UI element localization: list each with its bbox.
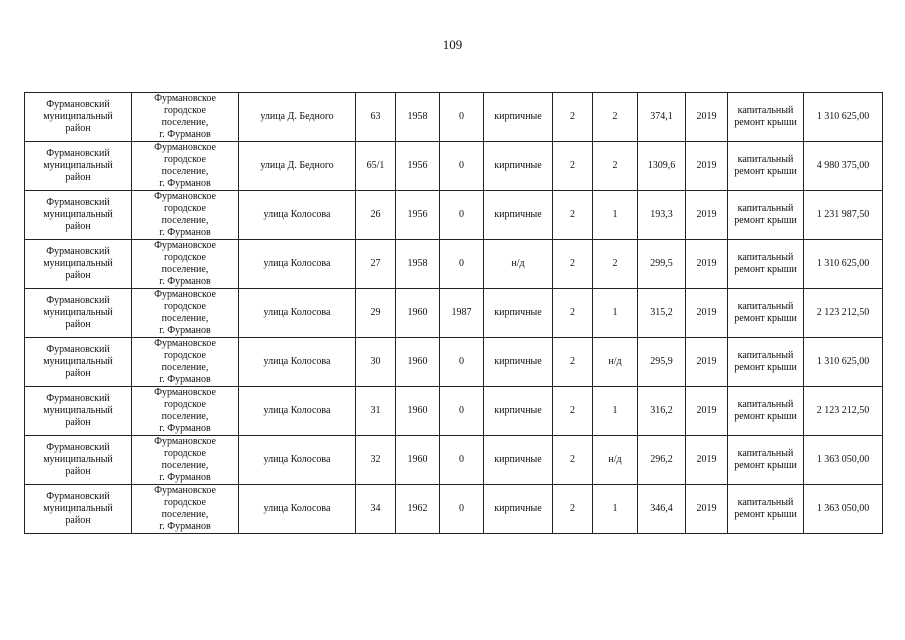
area-cell: 1309,6 [638,142,686,191]
work-type-cell [728,338,804,387]
entrances-cell: 1 [593,485,638,534]
street-cell: улица Колосова [239,240,356,289]
settlement-line: г. Фурманов [159,423,211,434]
street-cell: улица Колосова [239,436,356,485]
work-type-line: капитальный [737,252,794,263]
year-built-cell: 1960 [396,387,440,436]
street-cell: улица Д. Бедного [239,142,356,191]
wall-material-cell: кирпичные [484,289,553,338]
work-type-line: капитальный [737,301,794,312]
table-row [25,387,883,436]
year-overhaul-cell: 0 [440,191,484,240]
area-cell: 296,2 [638,436,686,485]
floors-cell: 2 [553,289,593,338]
work-type-line: ремонт крыши [734,460,797,471]
settlement-line: г. Фурманов [159,521,211,532]
settlement-line: г. Фурманов [159,374,211,385]
table-row [25,338,883,387]
settlement-line: Фурмановское [154,289,216,300]
settlement-line: г. Фурманов [159,325,211,336]
work-type-cell [728,436,804,485]
district-line: муниципальный [43,454,113,465]
district-line: район [65,123,91,134]
district-cell [25,436,132,485]
settlement-line: городское [163,154,206,165]
floors-cell: 2 [553,142,593,191]
work-type-line: ремонт крыши [734,264,797,275]
settlement-line: г. Фурманов [159,129,211,140]
street-cell: улица Колосова [239,289,356,338]
work-type-line: ремонт крыши [734,117,797,128]
house-number-cell: 32 [356,436,396,485]
settlement-line: Фурмановское [154,436,216,447]
settlement-cell [132,387,239,436]
work-type-line: ремонт крыши [734,215,797,226]
settlement-line: поселение, [161,362,209,373]
entrances-cell: н/д [593,338,638,387]
year-overhaul-cell: 0 [440,240,484,289]
house-number-cell: 65/1 [356,142,396,191]
entrances-cell: 2 [593,240,638,289]
settlement-line: поселение, [161,509,209,520]
district-line: муниципальный [43,258,113,269]
district-line: район [65,368,91,379]
area-cell: 346,4 [638,485,686,534]
settlement-line: городское [163,105,206,116]
work-type-cell [728,142,804,191]
district-line: район [65,319,91,330]
house-number-cell: 27 [356,240,396,289]
year-built-cell: 1956 [396,191,440,240]
housing-repair-table [24,92,883,534]
district-line: Фурмановский [46,491,110,502]
year-built-cell: 1958 [396,240,440,289]
work-type-line: капитальный [737,154,794,165]
work-type-line: капитальный [737,105,794,116]
settlement-line: городское [163,497,206,508]
district-line: муниципальный [43,209,113,220]
settlement-line: г. Фурманов [159,227,211,238]
year-built-cell: 1956 [396,142,440,191]
wall-material-cell: н/д [484,240,553,289]
settlement-cell [132,485,239,534]
district-line: Фурмановский [46,344,110,355]
settlement-line: поселение, [161,215,209,226]
settlement-cell [132,289,239,338]
plan-year-cell: 2019 [686,191,728,240]
year-overhaul-cell: 0 [440,142,484,191]
settlement-line: поселение, [161,411,209,422]
year-overhaul-cell: 1987 [440,289,484,338]
work-type-cell [728,387,804,436]
house-number-cell: 29 [356,289,396,338]
district-line: район [65,172,91,183]
district-cell [25,289,132,338]
settlement-cell [132,191,239,240]
table-row [25,485,883,534]
floors-cell: 2 [553,436,593,485]
cost-cell: 2 123 212,50 [804,289,883,338]
entrances-cell: 1 [593,387,638,436]
district-line: муниципальный [43,160,113,171]
house-number-cell: 31 [356,387,396,436]
district-line: Фурмановский [46,99,110,110]
cost-cell: 1 231 987,50 [804,191,883,240]
floors-cell: 2 [553,485,593,534]
work-type-line: ремонт крыши [734,166,797,177]
settlement-line: городское [163,252,206,263]
work-type-line: капитальный [737,399,794,410]
house-number-cell: 30 [356,338,396,387]
house-number-cell: 34 [356,485,396,534]
cost-cell: 1 363 050,00 [804,485,883,534]
work-type-cell [728,289,804,338]
entrances-cell: 1 [593,289,638,338]
wall-material-cell: кирпичные [484,338,553,387]
street-cell: улица Колосова [239,191,356,240]
table-row [25,289,883,338]
work-type-line: ремонт крыши [734,313,797,324]
year-overhaul-cell: 0 [440,436,484,485]
wall-material-cell: кирпичные [484,93,553,142]
settlement-line: г. Фурманов [159,472,211,483]
table-row [25,436,883,485]
district-line: Фурмановский [46,442,110,453]
district-cell [25,338,132,387]
district-cell [25,387,132,436]
floors-cell: 2 [553,338,593,387]
district-cell [25,142,132,191]
floors-cell: 2 [553,387,593,436]
street-cell: улица Колосова [239,485,356,534]
year-built-cell: 1960 [396,436,440,485]
house-number-cell: 63 [356,93,396,142]
work-type-line: ремонт крыши [734,411,797,422]
settlement-line: Фурмановское [154,338,216,349]
settlement-line: г. Фурманов [159,276,211,287]
wall-material-cell: кирпичные [484,485,553,534]
district-line: район [65,270,91,281]
district-line: Фурмановский [46,246,110,257]
district-line: муниципальный [43,111,113,122]
settlement-line: Фурмановское [154,191,216,202]
year-built-cell: 1960 [396,289,440,338]
table-row [25,142,883,191]
settlement-line: Фурмановское [154,240,216,251]
settlement-cell [132,93,239,142]
plan-year-cell: 2019 [686,485,728,534]
plan-year-cell: 2019 [686,93,728,142]
settlement-line: Фурмановское [154,142,216,153]
district-line: Фурмановский [46,295,110,306]
district-line: муниципальный [43,503,113,514]
cost-cell: 1 310 625,00 [804,240,883,289]
area-cell: 299,5 [638,240,686,289]
page-number: 109 [442,37,463,52]
cost-cell: 4 980 375,00 [804,142,883,191]
entrances-cell: 1 [593,191,638,240]
district-line: район [65,515,91,526]
table-row [25,240,883,289]
area-cell: 315,2 [638,289,686,338]
wall-material-cell: кирпичные [484,387,553,436]
work-type-cell [728,191,804,240]
plan-year-cell: 2019 [686,289,728,338]
floors-cell: 2 [553,240,593,289]
district-cell [25,240,132,289]
area-cell: 193,3 [638,191,686,240]
entrances-cell: 2 [593,93,638,142]
year-overhaul-cell: 0 [440,485,484,534]
work-type-cell [728,93,804,142]
district-line: Фурмановский [46,197,110,208]
district-line: муниципальный [43,307,113,318]
cost-cell: 2 123 212,50 [804,387,883,436]
area-cell: 295,9 [638,338,686,387]
year-built-cell: 1960 [396,338,440,387]
settlement-line: поселение, [161,313,209,324]
street-cell: улица Колосова [239,387,356,436]
house-number-cell: 26 [356,191,396,240]
settlement-line: городское [163,448,206,459]
settlement-cell [132,240,239,289]
year-built-cell: 1958 [396,93,440,142]
area-cell: 374,1 [638,93,686,142]
floors-cell: 2 [553,191,593,240]
district-line: район [65,417,91,428]
settlement-line: городское [163,203,206,214]
district-cell [25,485,132,534]
table-row [25,93,883,142]
district-line: район [65,221,91,232]
settlement-line: поселение, [161,117,209,128]
district-cell [25,191,132,240]
floors-cell: 2 [553,93,593,142]
settlement-line: г. Фурманов [159,178,211,189]
plan-year-cell: 2019 [686,240,728,289]
plan-year-cell: 2019 [686,436,728,485]
work-type-line: капитальный [737,497,794,508]
cost-cell: 1 310 625,00 [804,93,883,142]
settlement-line: городское [163,301,206,312]
district-line: Фурмановский [46,393,110,404]
entrances-cell: н/д [593,436,638,485]
work-type-cell [728,485,804,534]
settlement-cell [132,142,239,191]
work-type-cell [728,240,804,289]
settlement-line: Фурмановское [154,387,216,398]
wall-material-cell: кирпичные [484,191,553,240]
district-line: муниципальный [43,405,113,416]
settlement-line: городское [163,350,206,361]
year-overhaul-cell: 0 [440,387,484,436]
district-line: район [65,466,91,477]
entrances-cell: 2 [593,142,638,191]
cost-cell: 1 363 050,00 [804,436,883,485]
work-type-line: ремонт крыши [734,362,797,373]
settlement-cell [132,436,239,485]
settlement-line: городское [163,399,206,410]
settlement-line: поселение, [161,264,209,275]
cost-cell: 1 310 625,00 [804,338,883,387]
table-row [25,191,883,240]
plan-year-cell: 2019 [686,387,728,436]
wall-material-cell: кирпичные [484,142,553,191]
year-overhaul-cell: 0 [440,93,484,142]
area-cell: 316,2 [638,387,686,436]
settlement-line: Фурмановское [154,93,216,104]
district-line: муниципальный [43,356,113,367]
settlement-line: Фурмановское [154,485,216,496]
work-type-line: капитальный [737,448,794,459]
street-cell: улица Д. Бедного [239,93,356,142]
settlement-line: поселение, [161,460,209,471]
year-overhaul-cell: 0 [440,338,484,387]
street-cell: улица Колосова [239,338,356,387]
work-type-line: капитальный [737,203,794,214]
work-type-line: ремонт крыши [734,509,797,520]
district-cell [25,93,132,142]
year-built-cell: 1962 [396,485,440,534]
work-type-line: капитальный [737,350,794,361]
district-line: Фурмановский [46,148,110,159]
wall-material-cell: кирпичные [484,436,553,485]
settlement-cell [132,338,239,387]
plan-year-cell: 2019 [686,338,728,387]
settlement-line: поселение, [161,166,209,177]
table-body [25,93,883,534]
plan-year-cell: 2019 [686,142,728,191]
